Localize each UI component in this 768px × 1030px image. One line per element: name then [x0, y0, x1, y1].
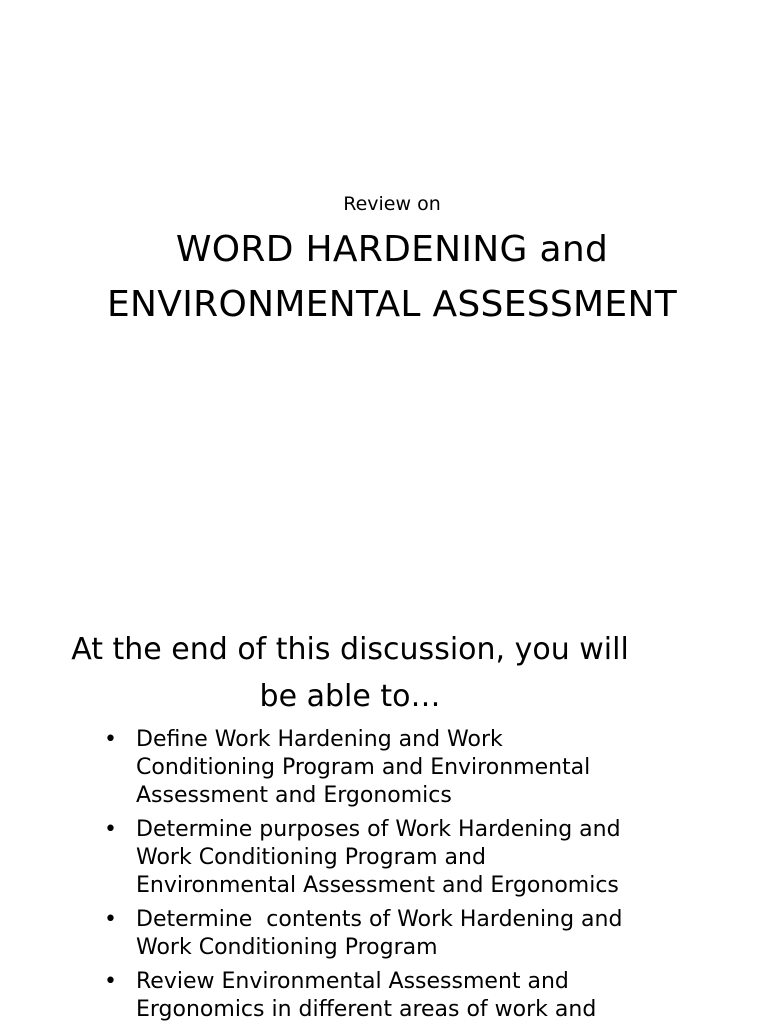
- objective-item: [104, 816, 664, 900]
- objective-line: Work Conditioning Program and: [136, 845, 486, 870]
- slide-subtitle: Review on: [343, 193, 441, 215]
- objective-line: Review Environmental Assessment and: [136, 969, 569, 994]
- objective-item: [104, 906, 664, 962]
- objective-item: [104, 726, 664, 810]
- objective-line: Environmental Assessment and Ergonomics: [136, 873, 619, 898]
- objective-line: Ergonomics in different areas of work and: [136, 997, 597, 1022]
- objectives-heading: [40, 626, 660, 720]
- bullet-icon: •: [104, 727, 117, 752]
- objectives-slide: [0, 580, 768, 1024]
- bullet-icon: •: [104, 907, 117, 932]
- slide-title: [0, 222, 768, 332]
- objective-line: Conditioning Program and Environmental: [136, 755, 591, 780]
- slide-title-line: WORD HARDENING and: [175, 229, 609, 270]
- objective-item: [104, 968, 664, 1024]
- objective-line: Determine purposes of Work Hardening and: [136, 817, 621, 842]
- objective-line: Determine contents of Work Hardening and: [136, 907, 623, 932]
- objectives-list: [104, 726, 664, 1030]
- objective-line: Define Work Hardening and Work: [136, 727, 503, 752]
- objectives-heading-line: At the end of this discussion, you will: [71, 632, 629, 667]
- bullet-icon: •: [104, 817, 117, 842]
- slide-title-line: ENVIRONMENTAL ASSESSMENT: [107, 284, 677, 325]
- objectives-heading-line: be able to…: [259, 679, 441, 714]
- bullet-icon: •: [104, 969, 117, 994]
- objective-line: Work Conditioning Program: [136, 935, 438, 960]
- objective-line: Assessment and Ergonomics: [136, 783, 452, 808]
